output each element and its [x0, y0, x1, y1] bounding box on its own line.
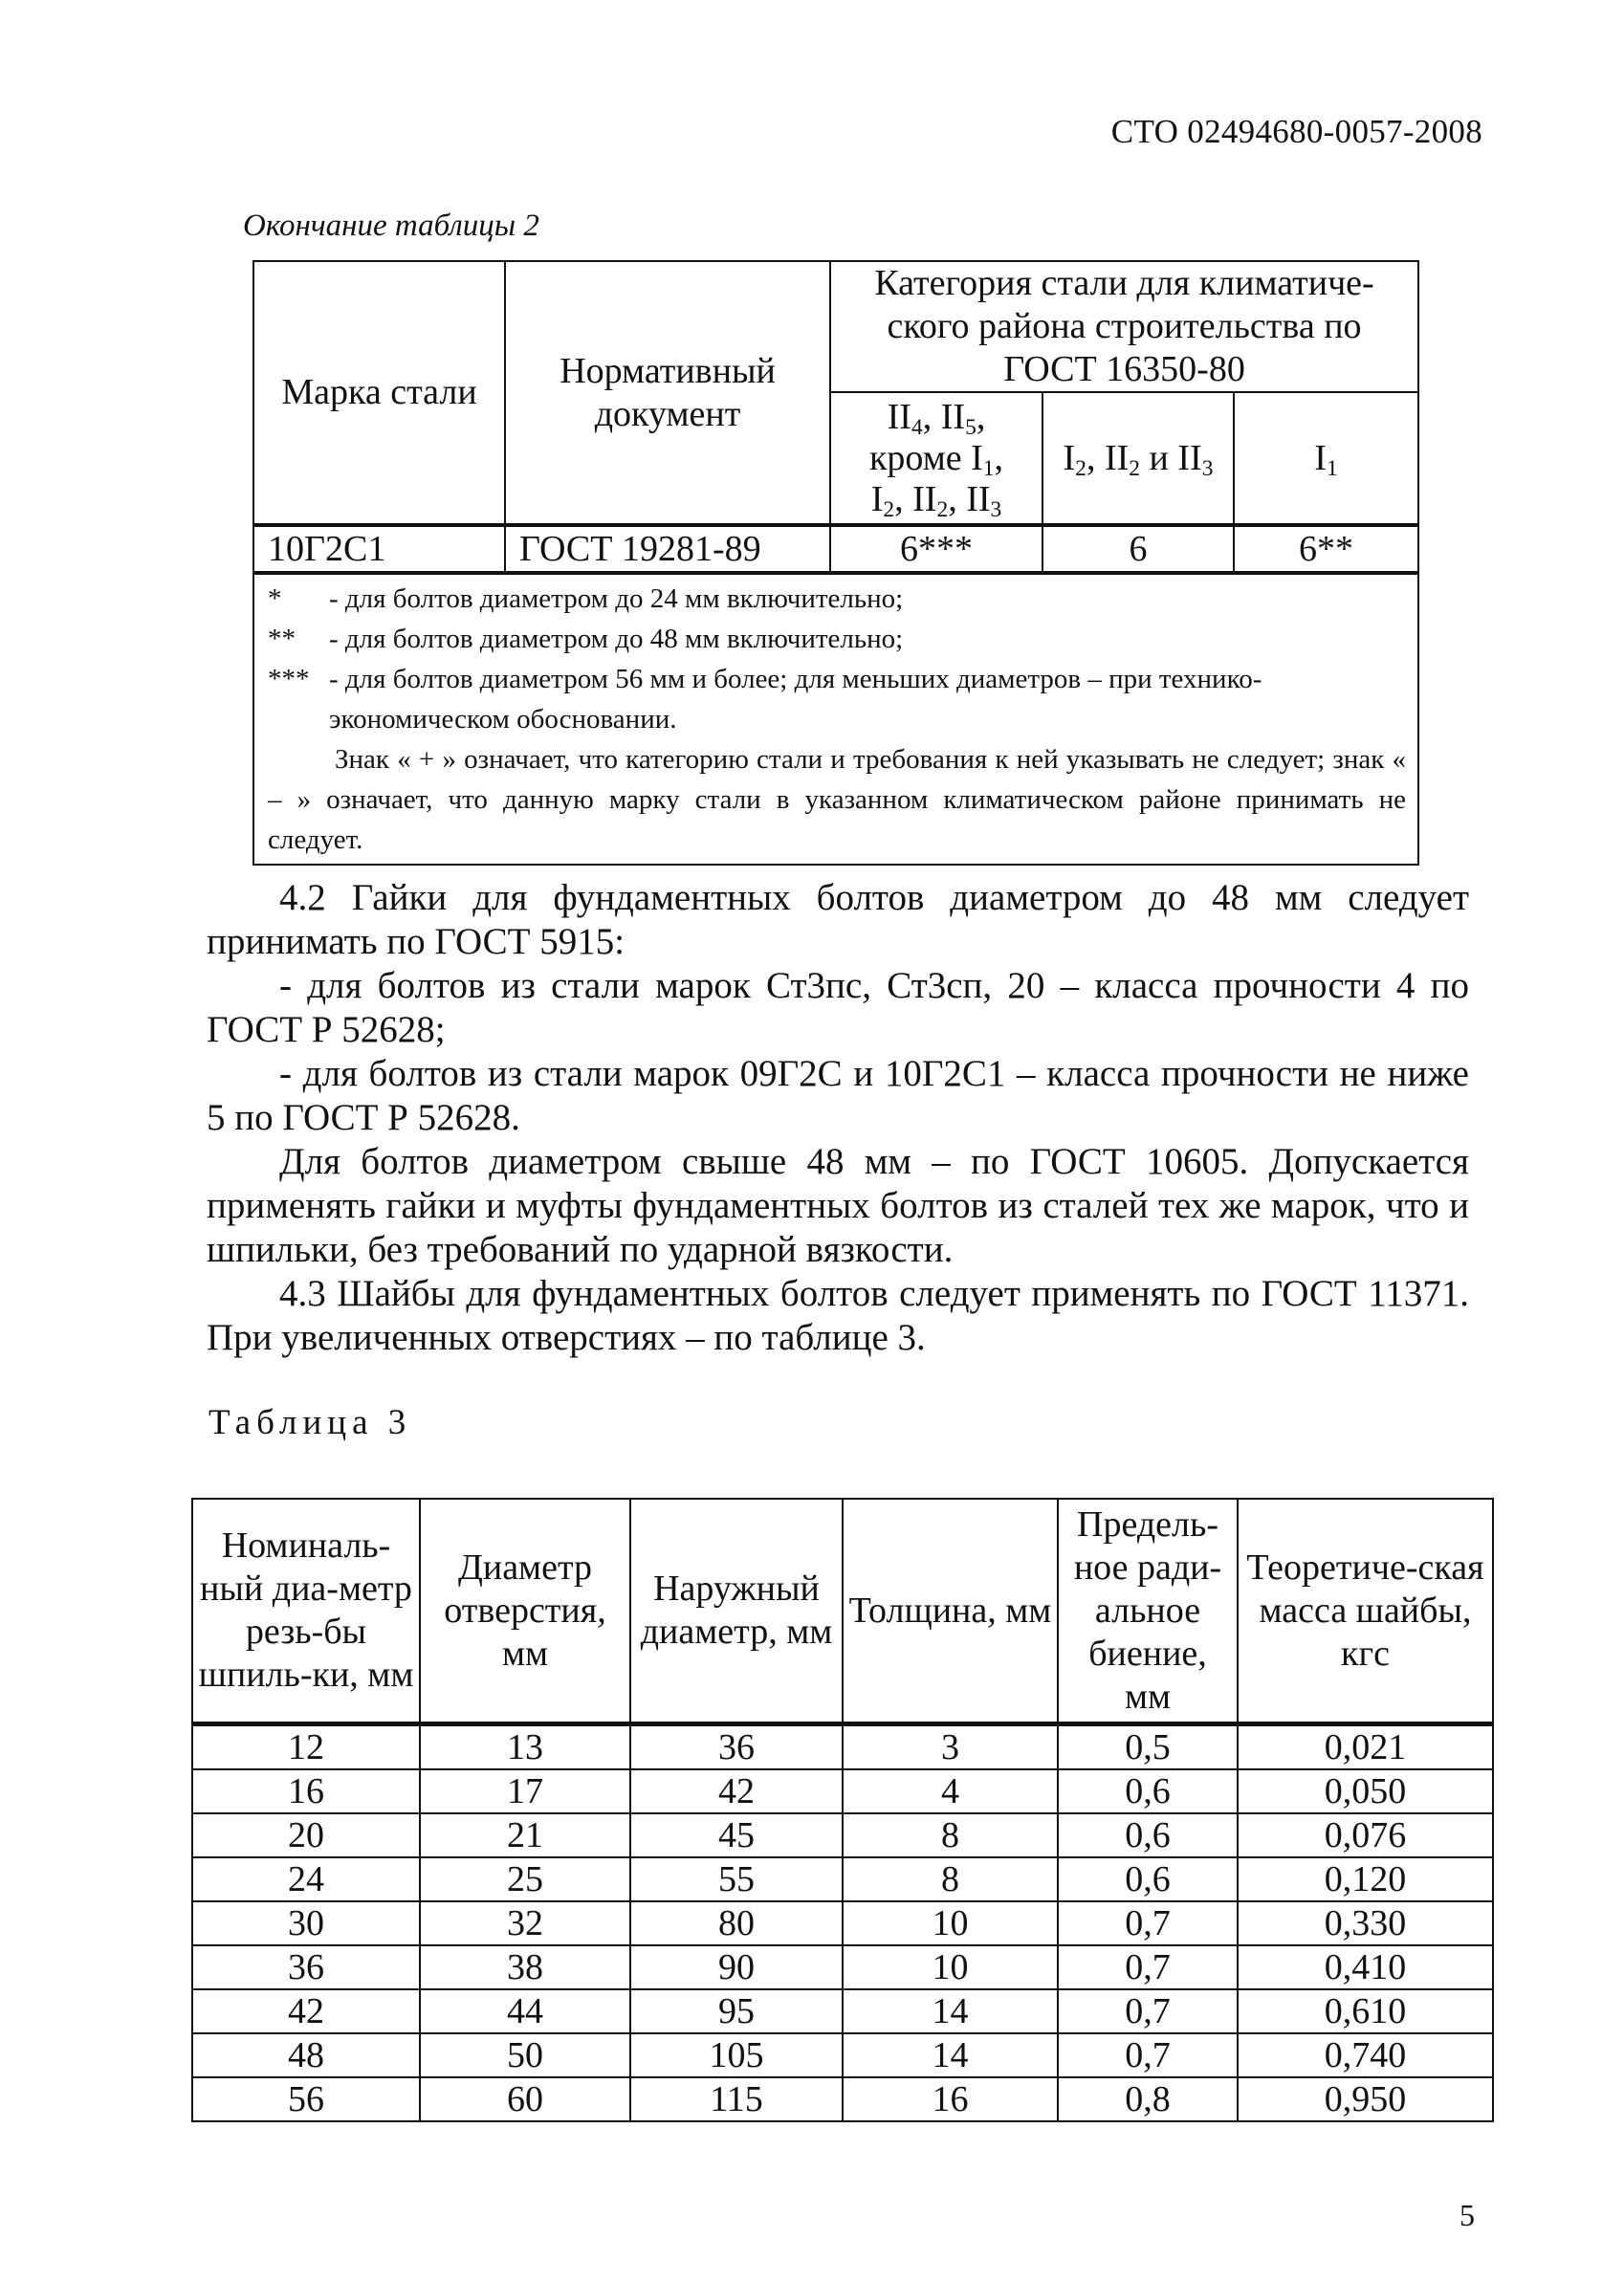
paragraph-list-item-2: - для болтов из стали марок 09Г2С и 10Г2С1 – класса прочности не ниже 5 по ГОСТ Р 52628.: [207, 1053, 1469, 1138]
table2-sign-note: Знак « + » означает, что категорию стали и требования к ней указывать не следует; знак « – » означает, что данную марку стали в указанном климатическом районе принимать не следует.: [268, 744, 1407, 855]
table3-header-cell: Теоретиче-ская масса шайбы, кгс: [1238, 1499, 1493, 1724]
table3-cell: 0,7: [1058, 2033, 1238, 2077]
table3-cell: 50: [420, 2033, 630, 2077]
table2-notes: [253, 573, 1418, 865]
table3-cell: 0,410: [1238, 1945, 1493, 1989]
table3-cell: 0,120: [1238, 1857, 1493, 1901]
table3-cell: 36: [630, 1724, 843, 1770]
table2-note: [268, 579, 1406, 619]
table3-cell: 0,610: [1238, 1989, 1493, 2033]
table3-cell: 48: [192, 2033, 420, 2077]
table2-note: [268, 659, 1406, 739]
table3-header-cell: Наружный диаметр, мм: [630, 1499, 843, 1724]
table3-cell: 80: [630, 1901, 843, 1945]
table3-cell: 24: [192, 1857, 420, 1901]
table3-row: [192, 1857, 1493, 1901]
note-text: - для болтов диаметром до 48 мм включительно;: [329, 624, 904, 654]
table2-header-category: Категория стали для климатиче- ского района строительства по ГОСТ 16350-80: [830, 261, 1418, 392]
table3-header-cell: Предель-ное ради-альное биение, мм: [1058, 1499, 1238, 1724]
table3-cell: 3: [843, 1724, 1058, 1770]
table3-cell: 44: [420, 1989, 630, 2033]
table3-cell: 0,7: [1058, 1901, 1238, 1945]
table3-cell: 0,076: [1238, 1813, 1493, 1857]
table3-cell: 13: [420, 1724, 630, 1770]
table2: [252, 260, 1419, 866]
table2-subheader-3: $I_1$: [1234, 392, 1418, 525]
table3-cell: 4: [843, 1769, 1058, 1813]
table3-cell: 42: [630, 1769, 843, 1813]
table3-body: [192, 1724, 1493, 2122]
table2-cell-doc: ГОСТ 19281-89: [505, 525, 830, 573]
table3-cell: 0,050: [1238, 1769, 1493, 1813]
table2-header-document: Нормативный документ: [505, 261, 830, 525]
table3-cell: 0,7: [1058, 1945, 1238, 1989]
table3-cell: 38: [420, 1945, 630, 1989]
table3-cell: 60: [420, 2077, 630, 2121]
table3-cell: 25: [420, 1857, 630, 1901]
table3-cell: 56: [192, 2077, 420, 2121]
table2-cell-steel: 10Г2С1: [253, 525, 505, 573]
table3-cell: 105: [630, 2033, 843, 2077]
table3-cell: 14: [843, 2033, 1058, 2077]
note-mark: **: [268, 624, 296, 654]
table3: [191, 1498, 1494, 2122]
table3-cell: 95: [630, 1989, 843, 2033]
table3-row: [192, 2033, 1493, 2077]
note-text: - для болтов диаметром до 24 мм включительно;: [329, 583, 904, 614]
table3-cell: 0,6: [1058, 1813, 1238, 1857]
table3-row: [192, 1945, 1493, 1989]
table3-cell: 10: [843, 1901, 1058, 1945]
table3-cell: 0,021: [1238, 1724, 1493, 1770]
table3-cell: 8: [843, 1813, 1058, 1857]
table2-row: [253, 525, 1418, 573]
table2-subheader-1: $II_4$, $II_5$, кроме $I_1$, $I_2$, $II_2$, $II_3$: [830, 392, 1042, 525]
table2-cell-cat3: 6**: [1234, 525, 1418, 573]
table2-caption: Окончание таблицы 2: [243, 208, 539, 243]
paragraph-large-bolts: Для болтов диаметром свыше 48 мм – по ГОСТ 10605. Допускается применять гайки и муфты фундаментных болтов из сталей тех же марок, что и шпильки, без требований по ударной вязкости.: [207, 1141, 1469, 1270]
table3-row: [192, 1724, 1493, 1770]
table2-header-steel: Марка стали: [253, 261, 505, 525]
table3-cell: 90: [630, 1945, 843, 1989]
note-mark: ***: [268, 664, 310, 694]
document-code: СТО 02494680-0057-2008: [1110, 113, 1482, 150]
table3-cell: 42: [192, 1989, 420, 2033]
table3-cell: 30: [192, 1901, 420, 1945]
page-number: 5: [1459, 2198, 1475, 2232]
table3-row: [192, 1769, 1493, 1813]
paragraph-list-item-1: - для болтов из стали марок Ст3пс, Ст3сп, 20 – класса прочности 4 по ГОСТ Р 52628;: [207, 965, 1469, 1050]
table3-row: [192, 2077, 1493, 2121]
table3-cell: 12: [192, 1724, 420, 1770]
table3-cell: 0,330: [1238, 1901, 1493, 1945]
table3-cell: 36: [192, 1945, 420, 1989]
table2-note: [268, 619, 1406, 659]
paragraph-4-3: 4.3 Шайбы для фундаментных болтов следует применять по ГОСТ 11371. При увеличенных отверстиях – по таблице 3.: [207, 1273, 1469, 1358]
table3-cell: 0,7: [1058, 1989, 1238, 2033]
table3-cell: 0,950: [1238, 2077, 1493, 2121]
table3-cell: 45: [630, 1813, 843, 1857]
table3-caption: Таблица 3: [208, 1403, 412, 1442]
body-text: [207, 876, 1469, 1360]
table2-cell-cat1: 6***: [830, 525, 1042, 573]
table3-cell: 20: [192, 1813, 420, 1857]
table3-header-cell: Диаметр отверстия, мм: [420, 1499, 630, 1724]
table3-cell: 0,740: [1238, 2033, 1493, 2077]
table3-header-cell: Номиналь-ный диа-метр резь-бы шпиль-ки, мм: [192, 1499, 420, 1724]
table3-cell: 0,8: [1058, 2077, 1238, 2121]
table3-cell: 55: [630, 1857, 843, 1901]
table3-cell: 32: [420, 1901, 630, 1945]
table3-cell: 17: [420, 1769, 630, 1813]
table3-cell: 115: [630, 2077, 843, 2121]
table3-row: [192, 1989, 1493, 2033]
table3-row: [192, 1901, 1493, 1945]
table2-subheader-2: $I_2$, $II_2$ и $II_3$: [1042, 392, 1234, 525]
table3-cell: 16: [843, 2077, 1058, 2121]
table3-row: [192, 1813, 1493, 1857]
table3-cell: 0,6: [1058, 1857, 1238, 1901]
note-mark: *: [268, 583, 282, 614]
table3-header-cell: Толщина, мм: [843, 1499, 1058, 1724]
table3-cell: 14: [843, 1989, 1058, 2033]
table3-header-row: [192, 1499, 1493, 1724]
table3-cell: 8: [843, 1857, 1058, 1901]
table3-cell: 16: [192, 1769, 420, 1813]
table3-cell: 10: [843, 1945, 1058, 1989]
table3-cell: 0,5: [1058, 1724, 1238, 1770]
table3-cell: 21: [420, 1813, 630, 1857]
table3-cell: 0,6: [1058, 1769, 1238, 1813]
note-text: - для болтов диаметром 56 мм и более; для меньших диаметров – при технико-экономическом обосновании.: [329, 664, 1262, 735]
paragraph-4-2: 4.2 Гайки для фундаментных болтов диаметром до 48 мм следует принимать по ГОСТ 5915:: [207, 877, 1469, 962]
table2-cell-cat2: 6: [1042, 525, 1234, 573]
